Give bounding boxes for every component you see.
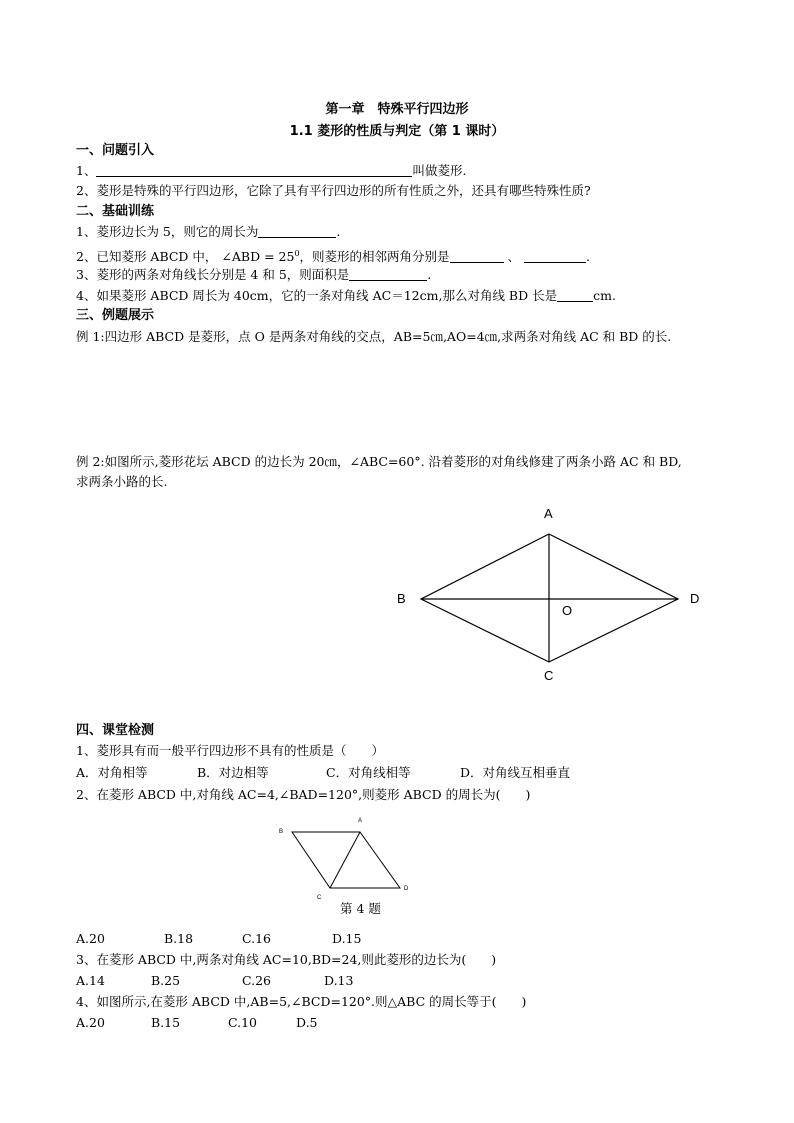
option-c[interactable]: C.26 [242, 973, 271, 988]
section2-q3-text: 3、菱形的两条对角线长分别是 4 和 5，则面积是 [76, 267, 350, 282]
option-b[interactable]: B．对边相等 [197, 765, 269, 780]
section2-heading: 二、基础训练 [76, 204, 155, 219]
small-label-c: C [317, 895, 322, 901]
section4-q4: 4、如图所示,在菱形 ABCD 中,AB=5,∠BCD=120°.则△ABC 的周长等于( ) [76, 994, 527, 1009]
section2-q2-end: . [586, 249, 591, 265]
label-d: D [690, 591, 700, 606]
page-title: 第一章 特殊平行四边形 [325, 102, 469, 117]
small-label-b: B [279, 829, 284, 835]
section1-q2: 2、菱形是特殊的平行四边形，它除了具有平行四边形的所有性质之外，还具有哪些特殊性质? [76, 183, 591, 198]
section4-q2: 2、在菱形 ABCD 中,对角线 AC=4,∠BAD=120°,则菱形 ABCD 的周长为( ) [76, 787, 531, 802]
label-c: C [544, 668, 554, 683]
option-a[interactable]: A.14 [76, 973, 105, 988]
option-c[interactable]: C.16 [242, 931, 271, 946]
option-c[interactable]: C．对角线相等 [326, 765, 411, 780]
section2-q2-separator: 、 [507, 249, 521, 265]
section1-q1-suffix: 叫做菱形. [412, 163, 467, 178]
label-o: O [562, 603, 573, 618]
option-b[interactable]: B.15 [151, 1015, 181, 1030]
option-d[interactable]: D.13 [324, 973, 354, 988]
example-1: 例 1:四边形 ABCD 是菱形，点 O 是两条对角线的交点，AB=5㎝,AO=4㎝,求两条对角线 AC 和 BD 的长. [76, 329, 672, 344]
option-a[interactable]: A．对角相等 [76, 765, 148, 780]
section2-q4-end: cm. [593, 288, 616, 303]
section4-q3: 3、在菱形 ABCD 中,两条对角线 AC=10,BD=24,则此菱形的边长为( ) [76, 952, 497, 967]
small-label-a: A [358, 818, 363, 824]
option-a[interactable]: A.20 [76, 1015, 105, 1030]
option-d[interactable]: D.5 [296, 1015, 318, 1030]
page-subtitle: 1.1 菱形的性质与判定（第 1 课时） [289, 124, 505, 139]
section2-q3-end: . [427, 267, 432, 282]
option-d[interactable]: D.15 [332, 931, 362, 946]
option-b[interactable]: B.25 [151, 973, 181, 988]
section4-q1: 1、菱形具有而一般平行四边形不具有的性质是（ ） [76, 743, 384, 758]
option-d[interactable]: D．对角线互相垂直 [460, 765, 571, 780]
option-b[interactable]: B.18 [164, 931, 194, 946]
section2-q1-text: 1、菱形边长为 5，则它的周长为 [76, 224, 259, 239]
section2-q1-end: . [336, 224, 341, 239]
label-b: B [397, 591, 406, 606]
example-2-line1: 例 2:如图所示,菱形花坛 ABCD 的边长为 20㎝，∠ABC=60°. 沿着菱形的对角线修建了两条小路 AC 和 BD, [76, 454, 682, 469]
figure-caption: 第 4 题 [340, 901, 381, 916]
degree-superscript: 0 [294, 249, 300, 258]
section2-q2-text-b: ，则菱形的相邻两角分别是 [299, 249, 450, 265]
example-2-line2: 求两条小路的长. [76, 474, 168, 489]
small-label-d: D [404, 886, 409, 892]
label-a: A [544, 506, 553, 521]
section4-heading: 四、课堂检测 [76, 723, 155, 738]
section2-q4-text: 4、如果菱形 ABCD 周长为 40cm，它的一条对角线 AC＝12cm,那么对角线 BD 长是 [76, 288, 558, 303]
section1-heading: 一、问题引入 [76, 143, 155, 158]
section3-heading: 三、例题展示 [76, 308, 155, 323]
option-a[interactable]: A.20 [76, 931, 105, 946]
parallelogram-outline [292, 832, 400, 888]
section2-q2-text: 2、已知菱形 ABCD 中， ∠ABD = 25 [76, 249, 295, 265]
option-c[interactable]: C.10 [228, 1015, 257, 1030]
section1-q1-prefix: 1、 [76, 163, 97, 178]
diagonal-ac-small [330, 832, 360, 888]
